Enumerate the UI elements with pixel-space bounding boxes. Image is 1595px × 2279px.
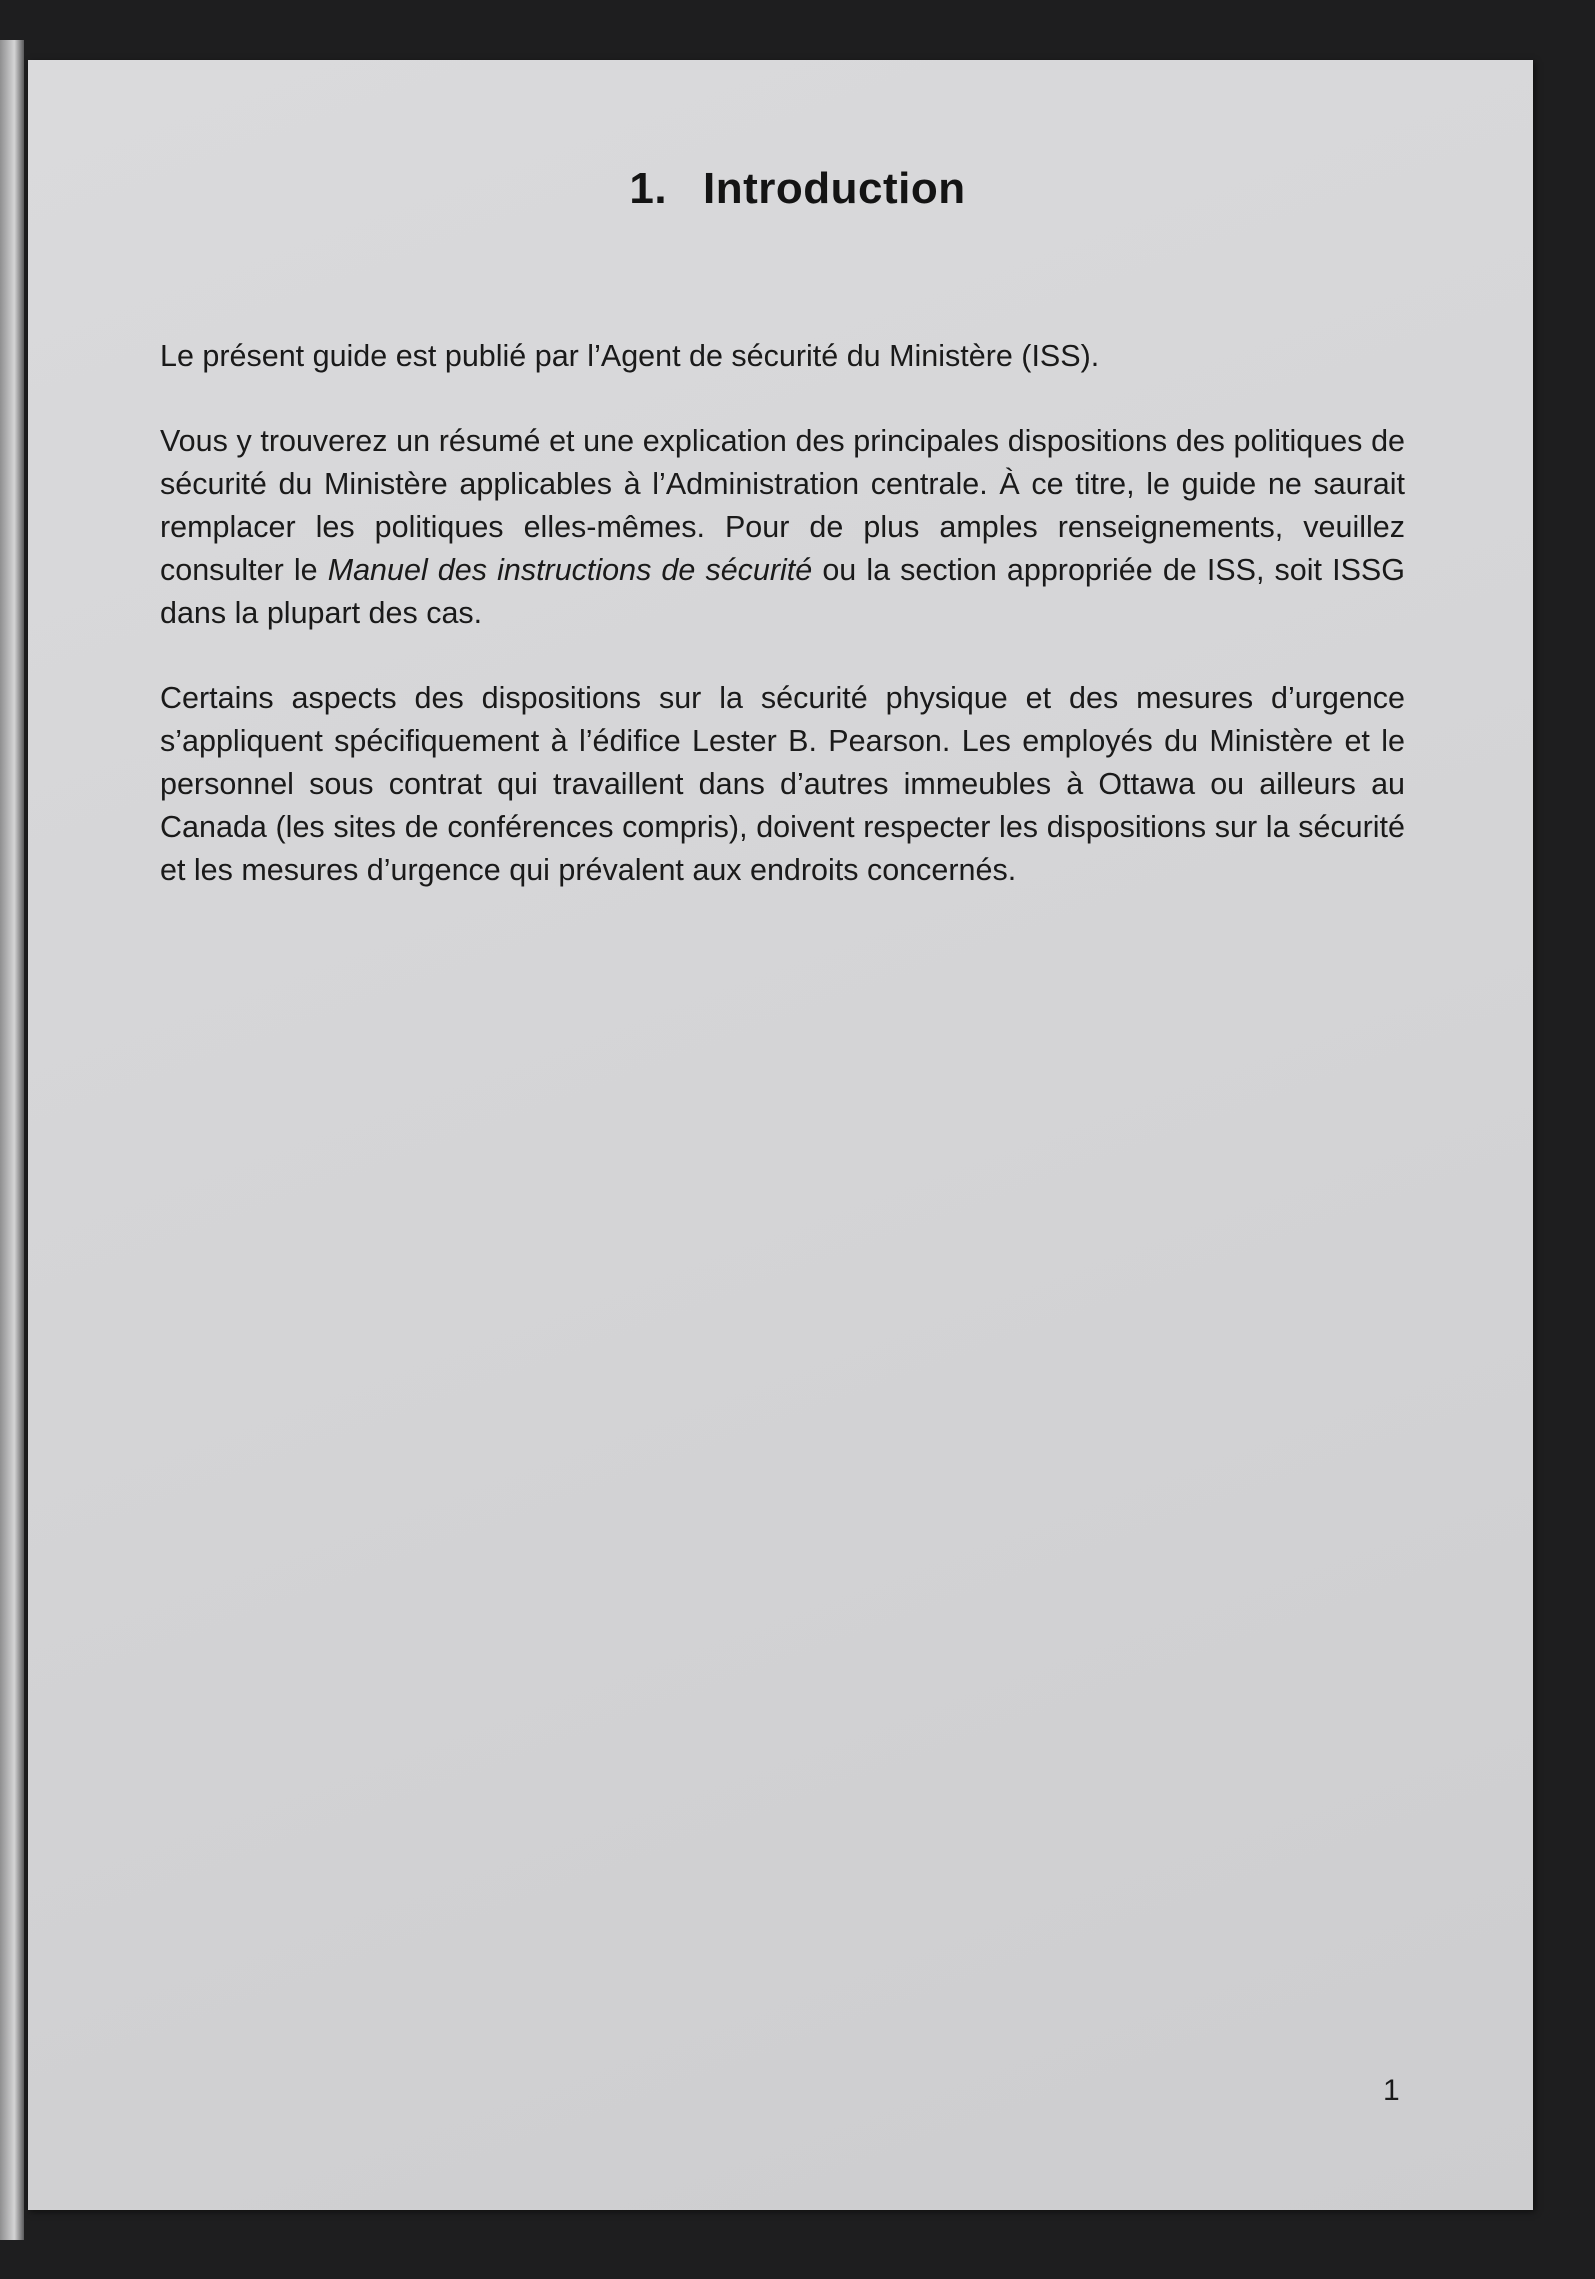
title-number: 1. bbox=[629, 164, 668, 213]
paragraph-3 bbox=[160, 677, 1405, 892]
paragraph-2-text-start: Vous y trouverez un résumé et une explication des principales dispositions des politiques de sécurité du Ministère applicables à l’Administration centrale. À ce titre, le guide ne saurait remplacer les politiques elles-mêmes. Pour de plus amples renseignements, veuillez consulter le bbox=[160, 424, 1405, 587]
body-text bbox=[160, 335, 1405, 934]
paragraph-2-text-end: ou la section appropriée de ISS, soit ISSG dans la plupart des cas. bbox=[160, 553, 1405, 630]
paragraph-1 bbox=[160, 335, 1405, 378]
page-title bbox=[0, 164, 1595, 214]
title-text: Introduction bbox=[703, 164, 966, 213]
paragraph-2 bbox=[160, 420, 1405, 635]
paragraph-3-text: Certains aspects des dispositions sur la sécurité physique et des mesures d’urgence s’appliquent spécifiquement à l’édifice Lester B. Pearson. Les employés du Ministère et le personnel sous contrat qui travaillent dans d’autres immeubles à Ottawa ou ailleurs au Canada (les sites de conférences compris), doivent respecter les dispositions sur la sécurité et les mesures d’urgence qui prévalent aux endroits concernés. bbox=[160, 681, 1405, 887]
page-number: 1 bbox=[1383, 2074, 1400, 2107]
adjacent-page-edge bbox=[0, 40, 24, 2240]
paragraph-1-text: Le présent guide est publié par l’Agent de sécurité du Ministère (ISS). bbox=[160, 339, 1100, 373]
manual-title: Manuel des instructions de sécurité bbox=[327, 553, 813, 587]
